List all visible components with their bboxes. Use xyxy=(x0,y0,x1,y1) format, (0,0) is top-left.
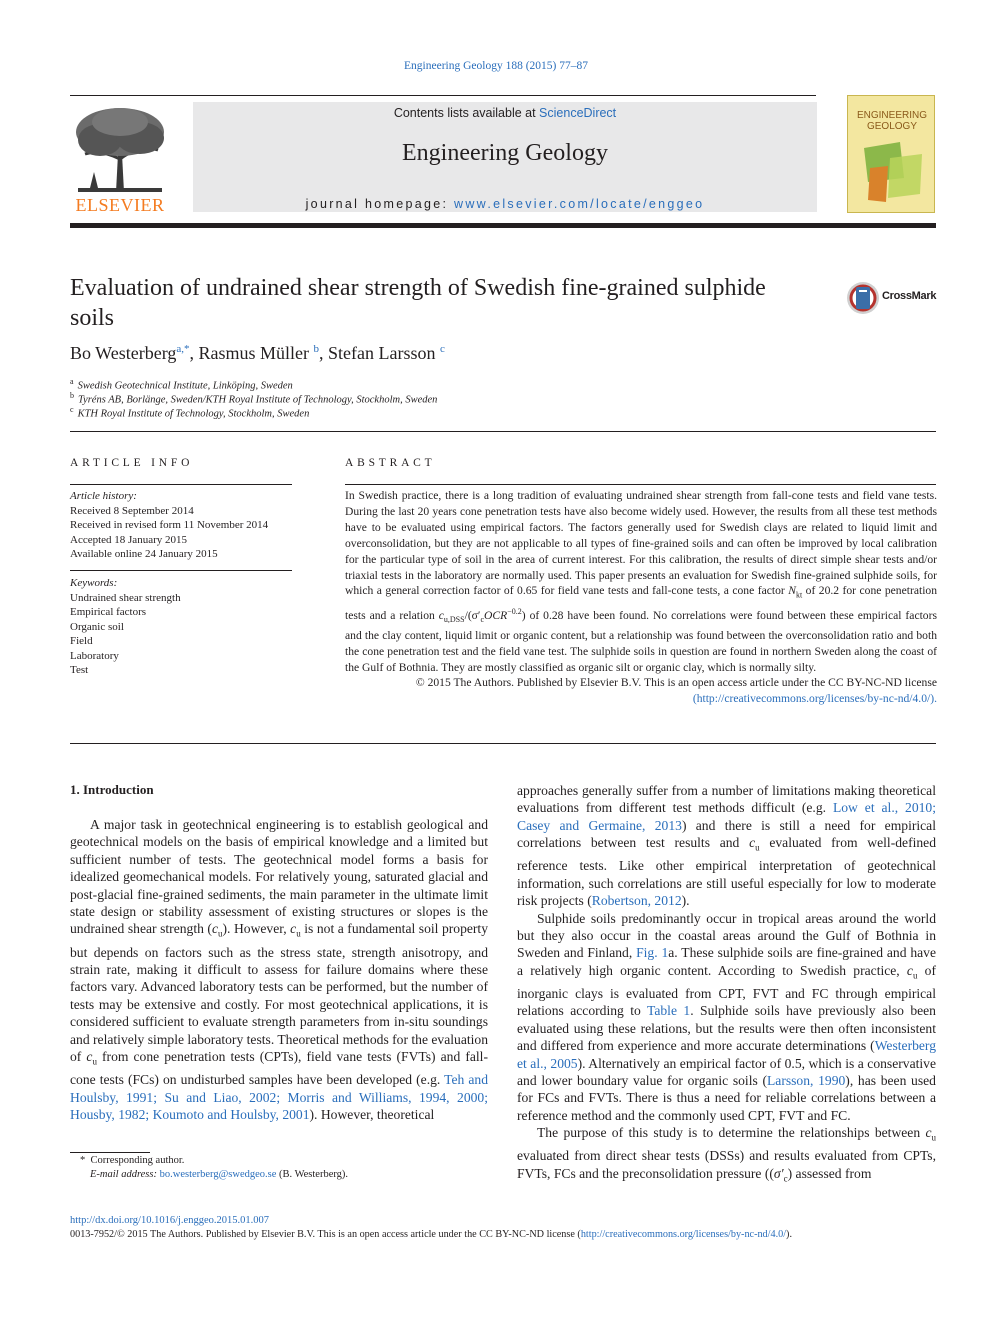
citation-link[interactable]: Low et al., 2010; Casey and Germaine, 2013 xyxy=(517,800,937,833)
footer-license-link[interactable]: http://creativecommons.org/licenses/by-nc-nd/4.0/ xyxy=(580,1229,787,1240)
keyword: Organic soil xyxy=(70,620,124,633)
article-history xyxy=(70,489,268,562)
text-run: from cone penetration tests (CPTs), field vane tests (FVTs) and fall-cone tests (FCs) on undisturbed samples have been developed (e.g. xyxy=(70,1049,488,1088)
affiliation-text: Tyréns AB, Borlänge, Sweden/KTH Royal Institute of Technology, Stockholm, Sweden xyxy=(78,394,438,406)
symbol-sub: u xyxy=(931,1132,936,1143)
author-list: Bo Westerberg$^{a,*}$, Rasmus Müller $^b$, Stefan Larsson $^c$ xyxy=(70,343,445,363)
paragraph: The purpose of this study is to determine the relationships between $c_u$ evaluated from direct shear tests (DSSs) and results evaluated from CPTs, FVTs, FCs and the preconsolidation pressure ($(\sigma'_c)$ assessed from xyxy=(517,1125,936,1184)
doi-text[interactable]: http://dx.doi.org/10.1016/j.enggeo.2015.01.007 xyxy=(70,1215,270,1226)
footer-text: 0013-7952/© 2015 The Authors. Published by Elsevier B.V. This is an open access article under the CC BY-NC-ND license ( xyxy=(70,1229,581,1240)
abstract-part: of 20.2 for cone penetration tests and a relation xyxy=(345,584,938,622)
author-affiliation-mark[interactable]: a,* xyxy=(176,343,190,355)
affiliation-mark: c xyxy=(70,405,74,414)
affiliation xyxy=(70,377,293,392)
abstract-divider xyxy=(70,743,936,744)
journal-cover-thumbnail[interactable] xyxy=(847,95,935,213)
symbol-sub: kt xyxy=(795,590,803,600)
email-note xyxy=(90,1169,348,1180)
symbol-c: c xyxy=(86,1049,93,1064)
citation-link[interactable]: Larsson, 1990 xyxy=(766,1072,846,1088)
keyword: Undrained shear strength xyxy=(70,591,181,604)
symbol-sigma: σ′ xyxy=(773,1165,784,1181)
footnote-label: Corresponding author. xyxy=(90,1155,185,1166)
email-owner: (B. Westerberg). xyxy=(279,1169,349,1180)
article-title: Evaluation of undrained shear strength of Swedish fine-grained sulphide soils xyxy=(70,275,766,331)
symbol-sub: c xyxy=(480,614,485,624)
text-run: A major task in geotechnical engineering is to establish geological and geotechnical models on the basis of empirical knowledge and a limited but sufficient number of tests. The geotechnical model forms a basis for idealized geomechanical models. For relatively young, saturated glacial and post-glacial fine-grained sediments, the main parameter in the ultimate limit state design or stability assessment of existing structures or slopes is the undrained shear strength ( xyxy=(70,817,488,937)
abstract-text xyxy=(345,488,937,707)
elsevier-wordmark: ELSEVIER xyxy=(75,195,165,215)
cover-title: ENGINEERING GEOLOGY xyxy=(856,110,927,132)
table-link[interactable]: Table 1 xyxy=(646,1003,691,1019)
paragraph xyxy=(517,910,936,1125)
text-run: ) and there is still a need for empirical correlations between test results and xyxy=(517,817,936,851)
abstract-heading: ABSTRACT xyxy=(345,457,436,469)
header-thick-rule xyxy=(70,223,936,228)
crossmark-label[interactable]: CrossMark xyxy=(882,290,937,302)
text-run: is not a fundamental soil property but depends on factors such as the stress state, strength anisotropy, and strain rate, making it difficult to assess for failure domains where these factors vary. Advanced laboratory tests can be performed, but the number of tests may be extensive and costly. For most geotechnical applications, it is considered sufficient to evaluate strength parameters from in-situ soundings and relatively simple laboratory tests. Theoretical methods for the evaluation of xyxy=(70,921,489,1064)
text-run: evaluated from direct shear tests (DSSs) and results evaluated from CPTs, FVTs, FCs and the preconsolidation pressure ( xyxy=(517,1148,936,1181)
abstract-part: In Swedish practice, there is a long tradition of evaluating undrained shear strength from fall-cone tests and field vane tests. During the last 20 years cone penetration tests have also become widely used. However, the results from all these test methods have to be evaluated using empirical factors. The factors generally used for Swedish clays are related to liquid limit and overconsolidation, but they are not applicable to all types of fine-grained soils and can often be improved by local calibration for the particular type of soil in the area of current interest. For this calibration, the results of direct simple shear tests and/or triaxial tests in the laboratory are normally used. This paper presents an evaluation for Swedish fine-grained sulphide soils, for which a general correction factor of 0.65 for field vane tests and fall-cone tests, a cone factor xyxy=(345,489,937,598)
citation-link[interactable]: Robertson, 2012 xyxy=(591,893,682,909)
history-item: Accepted 18 January 2015 xyxy=(70,533,187,546)
author-affiliation-mark[interactable]: b xyxy=(313,343,320,355)
text-run: ). However, theoretical xyxy=(309,1106,435,1122)
copyright-line xyxy=(345,675,937,707)
symbol-c: c xyxy=(438,608,444,622)
article-info-rule xyxy=(70,484,292,485)
text-run: approaches generally suffer from a number of limitations making theoretical evaluations from different test methods difficult (e.g. xyxy=(517,783,936,816)
citation-link[interactable]: Teh and Houlsby, 1991; Su and Liao, 2002; Morris and Williams, 1994, 2000; Housby, 1982; Koumoto and Houlsby, 2001 xyxy=(70,1072,489,1122)
history-item: Received in revised form 11 November 2014 xyxy=(70,519,269,531)
symbol-sub: u xyxy=(912,970,918,981)
body-column-right xyxy=(517,782,936,1188)
symbol-n: N xyxy=(788,584,796,598)
text-run: ), has been used for FCs and FVTs. There is thus a need for reliable correlations between a reference method and the commonly used CPT, FVT and FC. xyxy=(517,1072,936,1123)
symbol-sub: u xyxy=(218,929,223,940)
affiliation-text: KTH Royal Institute of Technology, Stockholm, Sweden xyxy=(77,408,310,420)
journal-reference[interactable]: Engineering Geology 188 (2015) 77–87 xyxy=(404,60,588,72)
symbol-sigma: /(σ′ xyxy=(464,608,481,622)
keyword: Empirical factors xyxy=(70,606,147,618)
affiliation-mark: b xyxy=(70,391,74,400)
author-name[interactable]: Stefan Larsson xyxy=(328,343,436,363)
footnote-mark: * xyxy=(80,1155,86,1166)
symbol-c: c xyxy=(749,835,756,851)
citation-link[interactable]: Westerberg et al., 2005 xyxy=(517,1038,936,1071)
symbol-close: ) xyxy=(521,608,526,622)
author-name[interactable]: Bo Westerberg xyxy=(70,343,177,363)
article-info-heading: ARTICLE INFO xyxy=(70,457,194,469)
text-run: . Sulphide soils have previously also been evaluated using these relations, but the results were then often inconsistent and differed from experience and more accurate determinations ( xyxy=(517,1003,936,1054)
history-label: Article history: xyxy=(70,490,137,502)
symbol-ocr: OCR xyxy=(484,608,508,622)
copyright-text: © 2015 The Authors. Published by Elsevier B.V. This is an open access article under the CC BY-NC-ND license xyxy=(415,676,937,690)
symbol-c: c xyxy=(290,921,297,937)
symbol-sub: u xyxy=(296,929,301,940)
banner-top-rule xyxy=(70,95,816,96)
author-name[interactable]: Rasmus Müller xyxy=(198,343,310,363)
license-link[interactable]: (http://creativecommons.org/licenses/by-nc-nd/4.0/). xyxy=(692,692,937,706)
journal-title: Engineering Geology xyxy=(402,140,608,166)
text-run: ). Alternatively an empirical factor of 0.5, which is a conservative and lower boundary value for organic soils ( xyxy=(517,1055,936,1088)
text-run: ). xyxy=(681,893,690,909)
keywords-label: Keywords: xyxy=(70,577,118,589)
symbol-sub: u,DSS xyxy=(443,614,465,624)
history-item: Received 8 September 2014 xyxy=(70,504,194,517)
abstract-part: of 0.28 have been found. No correlations were found between these empirical factors and the clay content, liquid limit or organic content, but a relationship was found between the overconsolidation ratio and both the cone penetration test and the field vane test. The sulphide soils in question are found in northern Sweden along the coast of the Gulf of Bothnia. They are mostly classified as organic silt or organic clay, which is normally silty. xyxy=(345,608,937,674)
text-run: The purpose of this study is to determine the relationships between xyxy=(537,1125,926,1141)
journal-homepage-line xyxy=(193,197,817,211)
homepage-prefix: journal homepage: xyxy=(305,197,455,211)
keyword: Laboratory xyxy=(70,649,119,662)
footnote-rule xyxy=(70,1152,150,1153)
author-affiliation-mark[interactable]: c xyxy=(440,343,445,355)
text-run: of inorganic clays is evaluated from CPT, FVT and FC through empirical relations according to xyxy=(517,962,936,1019)
abstract-rule xyxy=(345,484,936,485)
contents-line xyxy=(193,106,817,120)
keywords-list xyxy=(70,576,181,678)
email-label: E-mail address: xyxy=(90,1169,157,1180)
text-run: a. These sulphide soils are fine-grained and have a relatively high organic content. According to Swedish practice, xyxy=(517,945,937,978)
cover-artwork xyxy=(860,138,924,204)
crossmark-icon[interactable] xyxy=(846,281,880,315)
symbol-c: c xyxy=(925,1125,932,1141)
symbol-c: c xyxy=(211,921,218,937)
text-run: ). However, xyxy=(222,921,291,937)
affiliation-divider xyxy=(70,431,936,432)
sciencedirect-link[interactable]: ScienceDirect xyxy=(539,106,617,120)
history-item: Available online 24 January 2015 xyxy=(70,548,218,560)
contents-prefix: Contents lists available at xyxy=(393,106,540,120)
symbol-sub: u xyxy=(92,1056,97,1067)
symbol-sub: u xyxy=(755,842,760,853)
footer-text-end: ). xyxy=(786,1229,792,1240)
figure-link[interactable]: Fig. 1 xyxy=(636,945,669,961)
paragraph xyxy=(517,782,936,910)
email-link[interactable]: bo.westerberg@swedgeo.se xyxy=(159,1169,277,1180)
section-heading: 1. Introduction xyxy=(70,782,154,797)
corresponding-author-note xyxy=(80,1155,184,1166)
doi-link[interactable] xyxy=(70,1215,269,1226)
symbol-exponent: −0.2 xyxy=(507,606,522,616)
keyword: Field xyxy=(70,635,93,647)
keyword: Test xyxy=(70,664,89,676)
affiliation-mark: a xyxy=(70,377,74,386)
text-run: Sulphide soils predominantly occur in tropical areas around the world but they also occur in the coastal areas around the Gulf of Bothnia in Sweden and Finland, xyxy=(517,910,936,961)
paragraph xyxy=(70,816,488,1123)
keywords-rule xyxy=(70,570,292,571)
homepage-link[interactable]: www.elsevier.com/locate/enggeo xyxy=(454,197,705,211)
symbol-sub: c xyxy=(783,1173,788,1184)
affiliation xyxy=(70,391,437,406)
affiliation-text: Swedish Geotechnical Institute, Linköping, Sweden xyxy=(77,380,293,392)
text-run: evaluated from well-defined reference tests. Like other empirical interpretation of geotechnical information, such correlations are still useful especially for low to moderate risk projects ( xyxy=(517,835,936,909)
text-run: ) assessed from xyxy=(787,1165,872,1181)
body-column-left xyxy=(70,816,488,1123)
footer-license-line xyxy=(70,1229,792,1240)
affiliation xyxy=(70,405,309,420)
symbol-c: c xyxy=(906,962,913,978)
